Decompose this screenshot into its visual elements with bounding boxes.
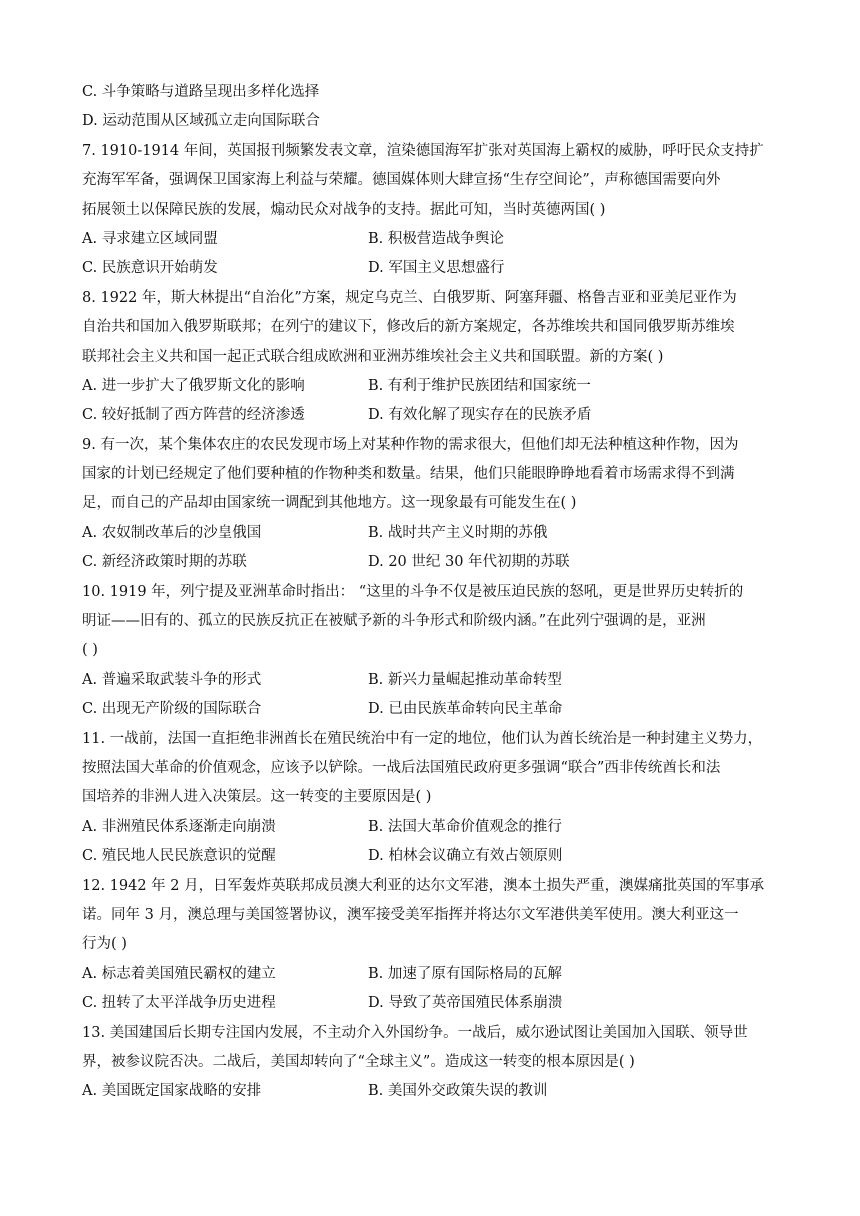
option-b: B. 加速了原有国际格局的瓦解 — [368, 965, 562, 982]
option-b: B. 积极营造战争舆论 — [368, 230, 504, 247]
option-a: A. 非洲殖民体系逐渐走向崩溃 — [82, 818, 276, 835]
option-row — [82, 519, 782, 548]
question-text-line: 11. 一战前，法国一直拒绝非洲酋长在殖民统治中有一定的地位，他们认为酋长统治是一种封建主义势力， — [82, 730, 763, 747]
option-row — [82, 989, 782, 1018]
question-12 — [82, 872, 782, 1019]
option-c: C. 殖民地人民民族意识的觉醒 — [82, 848, 276, 865]
option-d: D. 军国主义思想盛行 — [368, 260, 505, 277]
option-b: B. 美国外交政策失误的教训 — [368, 1083, 548, 1100]
option-row — [82, 695, 782, 724]
option-line: C. 斗争策略与道路呈现出多样化选择 — [82, 84, 320, 100]
question-text-line: 国培养的非洲人进入决策层。这一转变的主要原因是( ) — [82, 789, 432, 806]
option-c: C. 新经济政策时期的苏联 — [82, 554, 247, 571]
option-b: B. 新兴力量崛起推动革命转型 — [368, 671, 562, 688]
question-text-line: 界，被参议院否决。二战后，美国却转向了“全球主义”。造成这一转变的根本原因是( ) — [82, 1053, 635, 1070]
option-d: D. 有效化解了现实存在的民族矛盾 — [368, 407, 592, 424]
option-d: D. 柏林会议确立有效占领原则 — [368, 848, 563, 865]
question-8 — [82, 284, 782, 431]
option-row — [82, 254, 782, 283]
exam-page — [82, 78, 782, 1107]
question-text-line: 12. 1942 年 2 月，日军轰炸英联邦成员澳大利亚的达尔文军港，澳本土损失严重，澳媒痛批英国的军事承 — [82, 877, 765, 894]
question-text-line: 10. 1919 年，列宁提及亚洲革命时指出： “这里的斗争不仅是被压迫民族的怒吼，更是世界历史转折的 — [82, 583, 744, 600]
option-row — [82, 842, 782, 871]
option-row — [82, 666, 782, 695]
question-text-line: 按照法国大革命的价值观念，应该予以铲除。一战后法国殖民政府更多强调“联合”西非传统酋长和法 — [82, 759, 721, 776]
question-text-line: 自治共和国加入俄罗斯联邦；在列宁的建议下，修改后的新方案规定，各苏维埃共和国同俄罗斯苏维埃 — [82, 319, 735, 336]
option-a: A. 标志着美国殖民霸权的建立 — [82, 965, 276, 982]
option-a: A. 普遍采取武装斗争的形式 — [82, 671, 262, 688]
option-row — [82, 372, 782, 401]
question-text-line: 明证——旧有的、孤立的民族反抗正在被赋予新的斗争形式和阶级内涵。”在此列宁强调的是，亚洲 — [82, 613, 706, 630]
option-d: D. 已由民族革命转向民主革命 — [368, 701, 563, 718]
question-text-line: 拓展领土以保障民族的发展，煽动民众对战争的支持。据此可知，当时英德两国( ) — [82, 201, 606, 218]
option-a: A. 进一步扩大了俄罗斯文化的影响 — [82, 377, 305, 394]
question-7 — [82, 137, 782, 284]
option-d: D. 导致了英帝国殖民体系崩溃 — [368, 995, 563, 1012]
option-row — [82, 548, 782, 577]
option-b: B. 法国大革命价值观念的推行 — [368, 818, 562, 835]
option-d: D. 20 世纪 30 年代初期的苏联 — [368, 554, 570, 571]
option-a: A. 美国既定国家战略的安排 — [82, 1083, 262, 1100]
question-text-line: 诺。同年 3 月，澳总理与美国签署协议，澳军接受美军指挥并将达尔文军港供美军使用。澳大利亚这一 — [82, 906, 739, 923]
option-c: C. 出现无产阶级的国际联合 — [82, 701, 262, 718]
question-text-line: 国家的计划已经规定了他们要种植的作物种类和数量。结果，他们只能眼睁睁地看着市场需求得不到满 — [82, 466, 735, 483]
question-text-line: 足，而自己的产品却由国家统一调配到其他地方。这一现象最有可能发生在( ) — [82, 495, 577, 512]
question-9 — [82, 431, 782, 578]
option-row — [82, 1077, 782, 1106]
option-b: B. 战时共产主义时期的苏俄 — [368, 524, 548, 541]
option-b: B. 有利于维护民族团结和国家统一 — [368, 377, 591, 394]
option-c: C. 扭转了太平洋战争历史进程 — [82, 995, 276, 1012]
question-11 — [82, 725, 782, 872]
option-a: A. 农奴制改革后的沙皇俄国 — [82, 524, 262, 541]
option-row — [82, 401, 782, 430]
option-c: C. 较好抵制了西方阵营的经济渗透 — [82, 407, 305, 424]
question-text-line: 8. 1922 年，斯大林提出“自治化”方案，规定乌克兰、白俄罗斯、阿塞拜疆、格鲁吉亚和亚美尼亚作为 — [82, 289, 737, 306]
option-c: C. 民族意识开始萌发 — [82, 260, 218, 277]
option-a: A. 寻求建立区域同盟 — [82, 230, 218, 247]
option-line: D. 运动范围从区域孤立走向国际联合 — [82, 113, 320, 130]
question-10 — [82, 578, 782, 725]
option-row — [82, 960, 782, 989]
question-text-line: 行为( ) — [82, 936, 127, 953]
question-text-line: ( ) — [82, 642, 98, 659]
question-text-line: 充海军军备，强调保卫国家海上利益与荣耀。德国媒体则大肆宣扬“生存空间论”，声称德国需要向外 — [82, 172, 721, 189]
option-row — [82, 225, 782, 254]
option-row — [82, 813, 782, 842]
question-text-line: 联邦社会主义共和国一起正式联合组成欧洲和亚洲苏维埃社会主义共和国联盟。新的方案( ) — [82, 348, 664, 365]
question-text-line: 9. 有一次，某个集体农庄的农民发现市场上对某种作物的需求很大，但他们却无法种植这种作物，因为 — [82, 436, 739, 453]
question-13 — [82, 1019, 782, 1107]
question-text-line: 7. 1910-1914 年间，英国报刊频繁发表文章，渲染德国海军扩张对英国海上霸权的威胁，呼吁民众支持扩 — [82, 142, 764, 159]
question-text-line: 13. 美国建国后长期专注国内发展，不主动介入外国纷争。一战后，威尔逊试图让美国加入国联、领导世 — [82, 1024, 748, 1041]
